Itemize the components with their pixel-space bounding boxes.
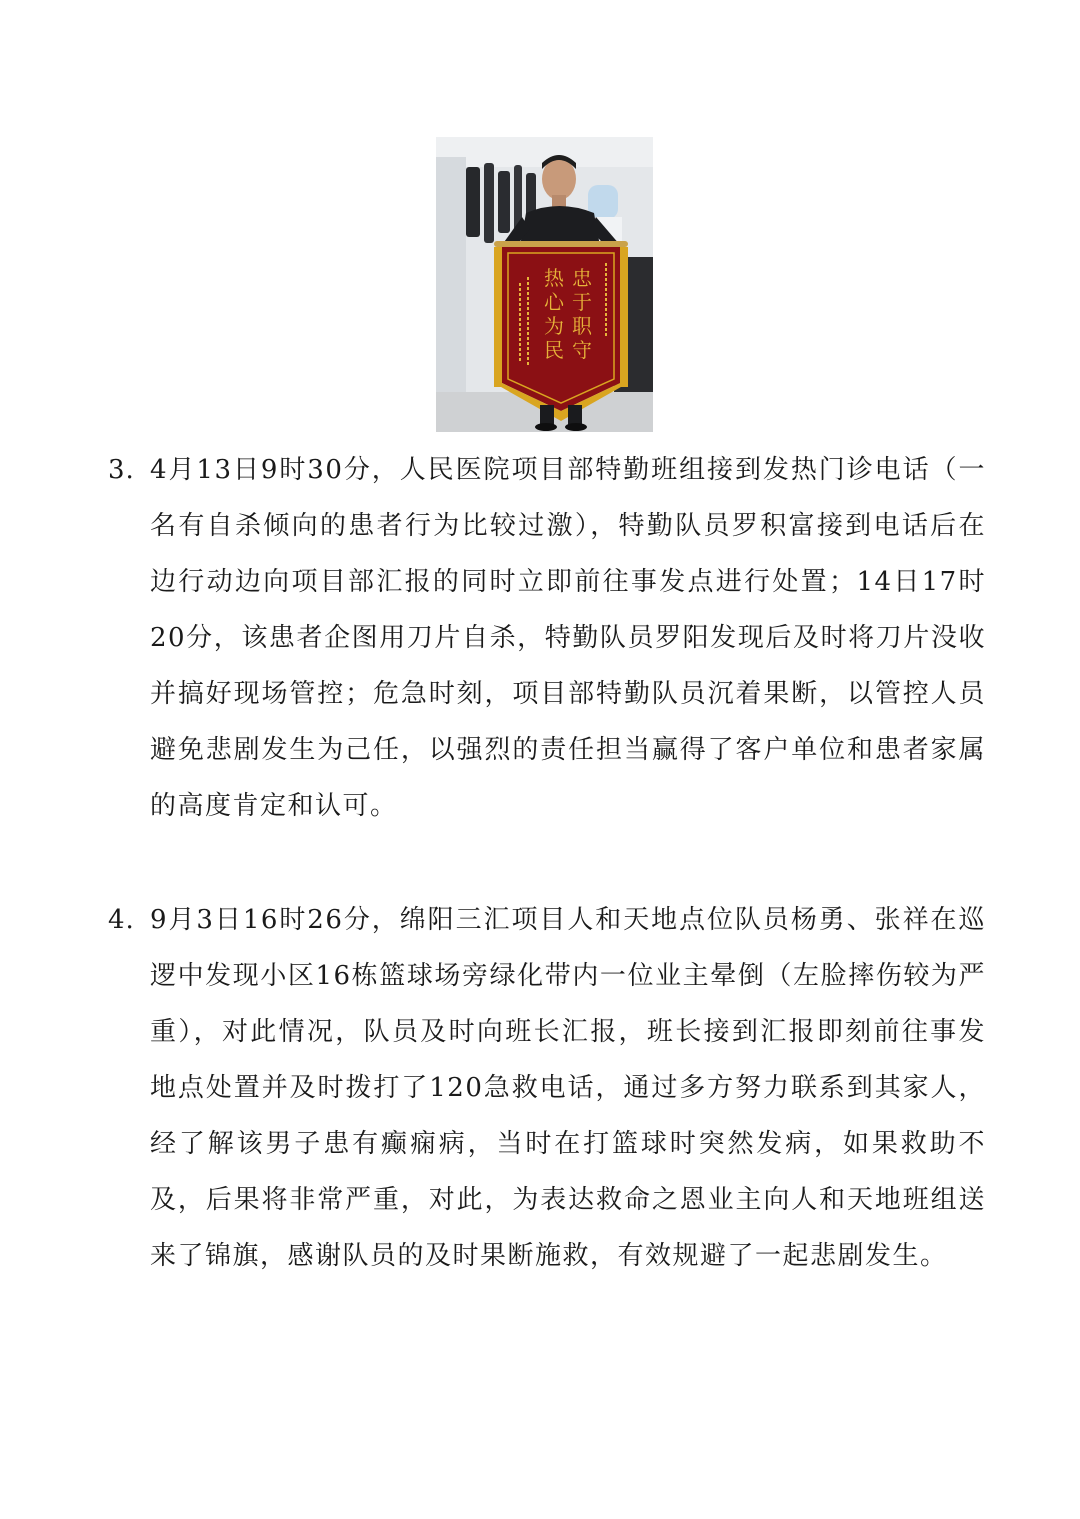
banner-photo: [436, 137, 653, 432]
svg-text:于: 于: [572, 290, 592, 314]
svg-text:心: 心: [544, 290, 564, 314]
banner-text-2: 热: [544, 266, 564, 290]
svg-text:守: 守: [572, 338, 592, 362]
item-number: 3.: [108, 455, 135, 485]
svg-text:为: 为: [544, 314, 564, 338]
item-number: 4.: [108, 905, 135, 935]
svg-text:职: 职: [572, 314, 592, 338]
svg-text:民: 民: [544, 338, 564, 362]
item-paragraph: 9月3日16时26分，绵阳三汇项目人和天地点位队员杨勇、张祥在巡逻中发现小区16栋篮球场旁绿化带内一位业主晕倒（左脸摔伤较为严重），对此情况，队员及时向班长汇报，班长接到汇报即刻前往事发地点处置并及时拨打了120急救电话，通过多方努力联系到其家人，经了解该男子患有癫痫病，当时在打篮球时突然发病，如果救助不及，后果将非常严重，对此，为表达救命之恩业主向人和天地班组送来了锦旗，感谢队员的及时果断施救，有效规避了一起悲剧发生。: [150, 905, 986, 1271]
banner-text-1: 忠: [572, 266, 592, 290]
item-paragraph: 4月13日9时30分，人民医院项目部特勤班组接到发热门诊电话（一名有自杀倾向的患者行为比较过激），特勤队员罗积富接到电话后在边行动边向项目部汇报的同时立即前往事发点进行处置；14日17时20分，该患者企图用刀片自杀，特勤队员罗阳发现后及时将刀片没收并搞好现场管控；危急时刻，项目部特勤队员沉着果断，以管控人员避免悲剧发生为己任，以强烈的责任担当赢得了客户单位和患者家属的高度肯定和认可。: [150, 455, 986, 821]
